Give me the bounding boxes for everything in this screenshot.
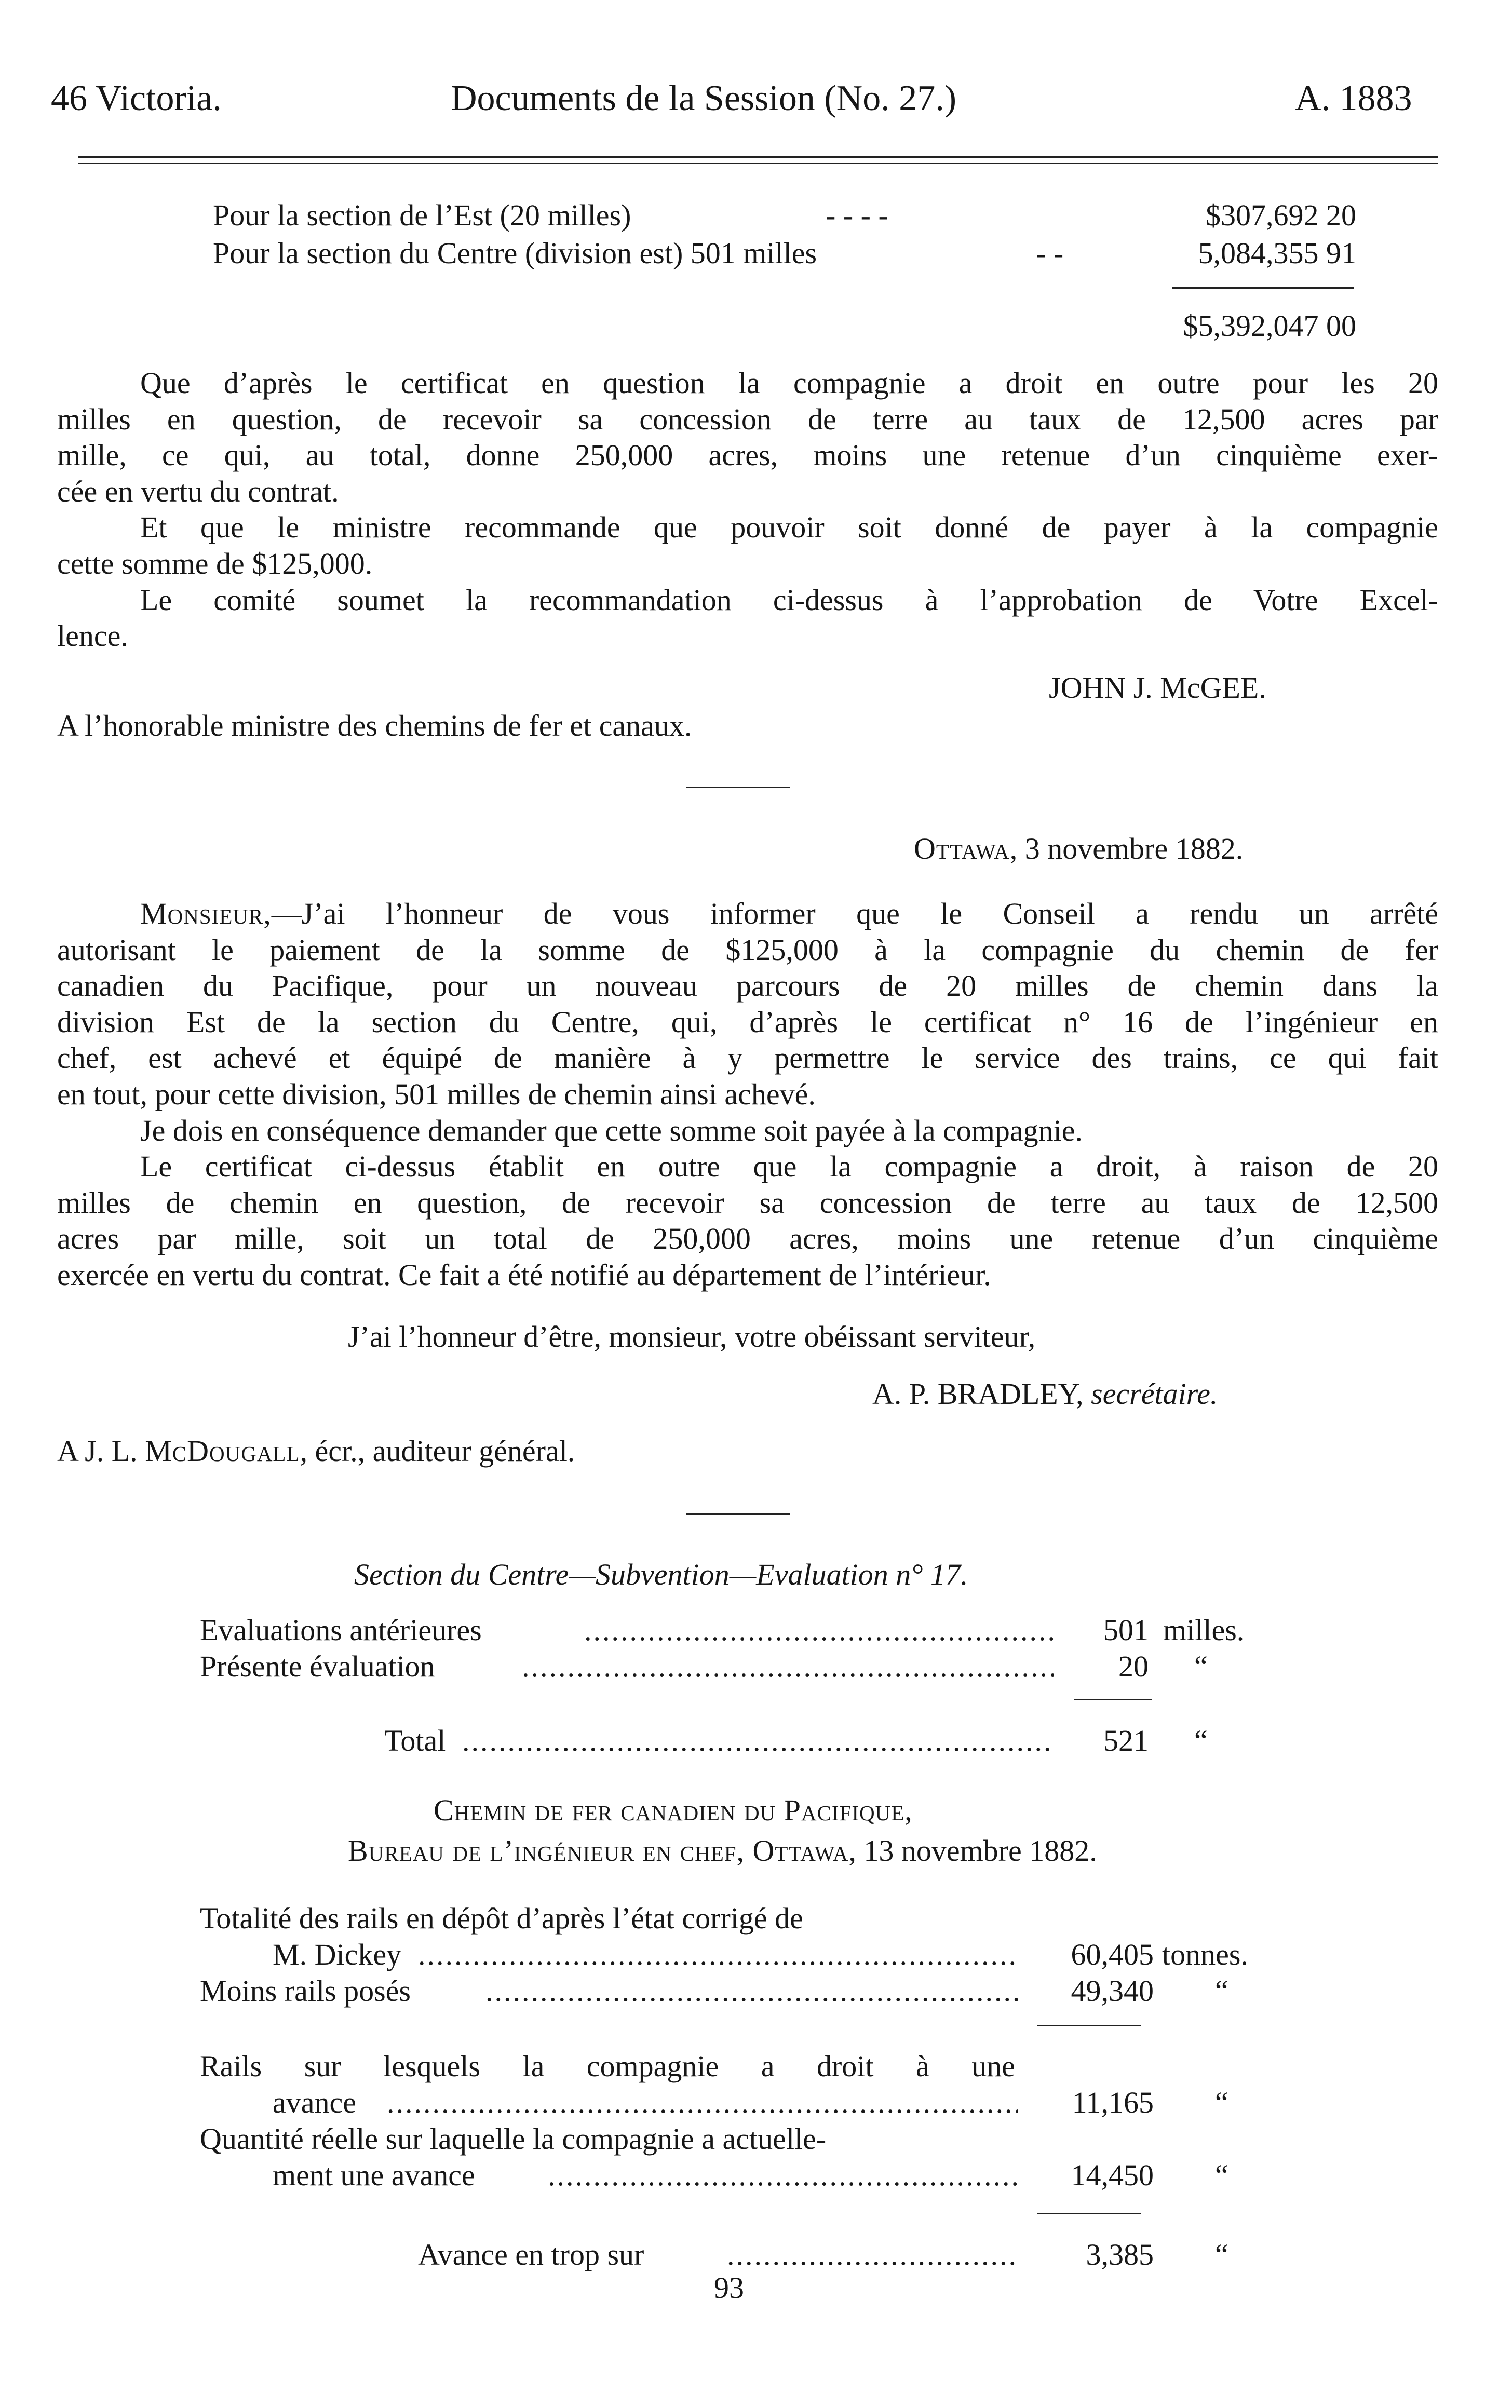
report-addressee: A l’honorable ministre des chemins de fer et canaux. [57, 709, 692, 742]
letter-place: Ottawa [914, 832, 1010, 865]
rails-total-value: 3,385 [1086, 2238, 1154, 2271]
evaluation-row-2-label: Présente évaluation [200, 1649, 435, 1683]
letter-p1-line-1 [57, 896, 1438, 932]
letter-date: , 3 novembre 1882. [1009, 832, 1244, 865]
letter-recipient-suffix: , écr., auditeur général. [300, 1434, 575, 1468]
evaluation-row-1-leader [584, 1612, 1054, 1648]
report-p1-last-line: cée en vertu du contrat. [57, 474, 339, 508]
evaluation-row-2-unit: “ [1194, 1649, 1208, 1683]
report-paragraph-1 [57, 365, 1438, 654]
evaluation-row-1-unit: milles. [1163, 1613, 1245, 1647]
letter-signer-name: A. P. BRADLEY, [872, 1377, 1091, 1411]
letter-p1-line-2: autorisant le paiement de la somme de $125,000 à la compagnie du chemin de fer [57, 932, 1438, 967]
header-year: A. 1883 [1295, 78, 1412, 118]
rails-heading-office: Bureau de l’ingénieur en chef, Ottawa [348, 1834, 849, 1868]
letter-body [57, 896, 1438, 1293]
top-row-2-label: Pour la section du Centre (division est) 501 milles [213, 236, 817, 270]
rails-row-1-leader [418, 1937, 1018, 1973]
rails-heading-2 [348, 1833, 1097, 1869]
evaluation-total-rule [1074, 1699, 1152, 1700]
report-p2-last-line: cette somme de $125,000. [57, 546, 373, 580]
evaluation-total-value: 521 [1103, 1724, 1149, 1757]
top-row-2-leader: - - [1036, 236, 1064, 270]
rails-row-3-leader [387, 2085, 1018, 2121]
header-rule-top [78, 156, 1438, 158]
report-p3-last-line: lence. [57, 619, 128, 653]
letter-recipient [57, 1433, 575, 1469]
rails-row-4-unit: “ [1215, 2158, 1228, 2192]
letter-p1-line-3: canadien du Pacifique, pour un nouveau parcours de 20 milles de chemin dans la [57, 969, 1438, 1003]
section-divider-2 [686, 1513, 790, 1515]
rails-row-3-unit: “ [1215, 2086, 1228, 2119]
rails-row-4-line-2: ment une avance [273, 2158, 475, 2192]
letter-recipient-name: McDougall [145, 1434, 300, 1468]
top-row-2-amount: 5,084,355 91 [1198, 236, 1356, 270]
evaluation-row-1-value: 501 [1103, 1613, 1149, 1647]
report-p1-line-2: milles en question, de recevoir sa concession de terre au taux de 12,500 acres par [57, 402, 1438, 436]
rails-subtotal-rule [1037, 2025, 1141, 2026]
rails-row-2-label: Moins rails posés [200, 1974, 411, 2008]
evaluation-row-2-value: 20 [1118, 1649, 1149, 1683]
rails-row-2-value: 49,340 [1071, 1974, 1154, 2008]
rails-heading-1: Chemin de fer canadien du Pacifique, [434, 1793, 913, 1827]
page-number: 93 [714, 2271, 744, 2305]
rails-row-2-leader [485, 1973, 1018, 2009]
evaluation-title: Section du Centre—Subvention—Evaluation n° 17. [354, 1558, 968, 1591]
evaluation-total-unit: “ [1194, 1724, 1208, 1757]
rails-total-unit: “ [1215, 2238, 1228, 2271]
section-divider-1 [686, 787, 790, 788]
letter-salutation: Monsieur, [140, 897, 272, 930]
report-p2-line: Et que le ministre recommande que pouvoir soit donné de payer à la compagnie [140, 510, 1438, 545]
rails-row-4-leader [548, 2157, 1018, 2194]
report-p1-line-1: Que d’après le certificat en question la compagnie a droit en outre pour les 20 [140, 366, 1438, 400]
evaluation-row-2-leader [522, 1648, 1054, 1685]
evaluation-total-label: Total [384, 1724, 446, 1757]
rails-row-4-line-1: Quantité réelle sur laquelle la compagnie a actuelle- [200, 2122, 827, 2156]
letter-p3-line-3: acres par mille, soit un total de 250,000 acres, moins une retenue d’un cinquième [57, 1222, 1438, 1256]
rails-total-leader [727, 2237, 1018, 2273]
letter-p3-line-1: Le certificat ci-dessus établit en outre que la compagnie a droit, à raison de 20 [140, 1149, 1438, 1184]
top-row-1-leader: - - - - [826, 198, 888, 232]
report-p3-line: Le comité soumet la recommandation ci-dessus à l’approbation de Votre Excel- [140, 583, 1438, 617]
letter-p1-line-4: division Est de la section du Centre, qui, d’après le certificat n° 16 de l’ingénieur en [57, 1005, 1438, 1039]
letter-dateline [914, 831, 1243, 867]
rails-row-3-line-1-text: Rails sur lesquels la compagnie a droit à une [200, 2049, 1015, 2083]
letter-closing: J’ai l’honneur d’être, monsieur, votre obéissant serviteur, [348, 1320, 1036, 1354]
header-document-title: Documents de la Session (No. 27.) [451, 78, 957, 118]
rails-total-rule [1037, 2213, 1141, 2214]
rails-row-1-line-1: Totalité des rails en dépôt d’après l’état corrigé de [200, 1901, 803, 1935]
letter-recipient-prefix: A J. L. [57, 1434, 145, 1468]
letter-p1-first: —J’ai l’honneur de vous informer que le Conseil a rendu un arrêté [271, 897, 1438, 930]
letter-p1-line-5: chef, est achevé et équipé de manière à y permettre le service des trains, ce qui fait [57, 1041, 1438, 1075]
rails-row-4-value: 14,450 [1071, 2158, 1154, 2192]
header-session-year: 46 Victoria. [51, 78, 222, 118]
rails-row-3-line-2: avance [273, 2086, 356, 2119]
top-total-rule [1172, 287, 1354, 289]
rails-row-1-unit: tonnes. [1162, 1938, 1248, 1971]
rails-row-3-value: 11,165 [1072, 2086, 1154, 2119]
rails-row-1-line-2: M. Dickey [273, 1938, 402, 1971]
evaluation-total-leader [462, 1723, 1054, 1759]
evaluation-row-1-label: Evaluations antérieures [200, 1613, 482, 1647]
rails-row-2-unit: “ [1215, 1974, 1228, 2008]
top-row-1-amount: $307,692 20 [1206, 198, 1356, 232]
letter-p3-last-line: exercée en vertu du contrat. Ce fait a été notifié au département de l’intérieur. [57, 1257, 991, 1292]
top-total-amount: $5,392,047 00 [1183, 309, 1356, 343]
rails-row-3-line-1 [200, 2048, 1015, 2085]
rails-heading-date: , 13 novembre 1882. [848, 1834, 1097, 1868]
letter-p2: Je dois en conséquence demander que cette somme soit payée à la compagnie. [140, 1113, 1083, 1147]
top-row-1-label: Pour la section de l’Est (20 milles) [213, 198, 631, 232]
rails-row-1-value: 60,405 [1071, 1938, 1154, 1971]
report-signature: JOHN J. McGEE. [1049, 671, 1266, 705]
letter-p1-last-line: en tout, pour cette division, 501 milles de chemin ainsi achevé. [57, 1077, 816, 1111]
header-rule-bottom [78, 163, 1438, 164]
letter-signer-title: secrétaire. [1091, 1377, 1218, 1411]
report-p1-line-3: mille, ce qui, au total, donne 250,000 acres, moins une retenue d’un cinquième exer- [57, 438, 1438, 472]
rails-total-label: Avance en trop sur [418, 2238, 644, 2271]
letter-signer [872, 1376, 1218, 1412]
letter-p3-line-2: milles de chemin en question, de recevoir sa concession de terre au taux de 12,500 [57, 1185, 1438, 1220]
